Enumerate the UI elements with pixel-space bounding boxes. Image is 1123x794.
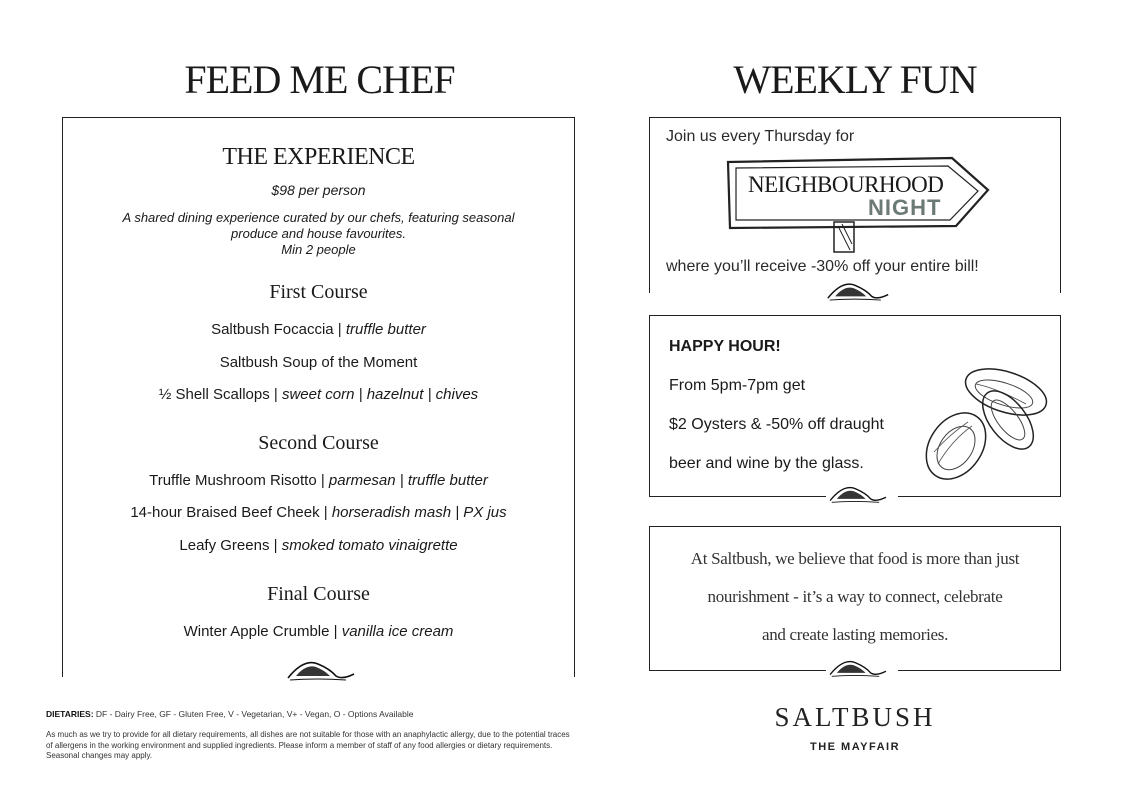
happy-hour-offer: $2 Oysters & -50% off draught [669,416,884,433]
menu-item [63,504,574,521]
description-line: produce and house favourites. [231,226,406,241]
dietaries-line [46,709,576,719]
allergy-notice: As much as we try to provide for all dietary requirements, all dishes are not suitable for those with an anaphylactic allergy, due to the potential traces of allergens in the working environment and supplied ingredients. Please inform a member of staff of any food allergies or dietary requirements. Seasonal changes may apply. [46,730,570,760]
menu-item [63,386,574,403]
item-detail: horseradish mash | PX jus [331,504,507,521]
saltbush-divider-icon [826,278,890,302]
thursday-intro: Join us every Thursday for [666,128,855,145]
offer-text: where you’ll receive -30% off your entire bill! [666,258,979,275]
feed-me-chef-heading: FEED ME CHEF [184,57,455,102]
description [63,210,574,258]
happy-hour-offer-cont: beer and wine by the glass. [669,455,864,472]
menu-panel [62,117,575,677]
signpost-icon [724,154,994,254]
philosophy-line: At Saltbush, we believe that food is more than just [690,549,1020,568]
description-line: Min 2 people [281,242,356,257]
saltbush-divider-icon [828,482,888,504]
experience-title: THE EXPERIENCE [222,144,415,170]
philosophy-panel [649,526,1061,671]
menu-item [63,354,574,371]
neighbourhood-night-panel [649,117,1061,293]
sign-line-night: NIGHT [868,195,942,220]
happy-hour-time: From 5pm-7pm get [669,377,806,394]
menu-item [63,623,574,640]
item-detail: smoked tomato vinaigrette [281,537,458,554]
philosophy-line: and create lasting memories. [761,625,949,644]
second-course-title: Second Course [258,432,379,454]
dietaries-label: DIETARIES: [46,709,94,719]
saltbush-divider-icon [286,656,356,682]
item-name: Winter Apple Crumble | [183,623,342,640]
item-detail: parmesan | truffle butter [328,472,488,489]
item-name: 14-hour Braised Beef Cheek | [130,504,332,521]
happy-hour-title: HAPPY HOUR! [669,338,781,355]
brand-location: THE MAYFAIR [809,741,901,753]
item-detail: truffle butter [345,321,426,338]
dietaries-text: DF - Dairy Free, GF - Gluten Free, V - Vegetarian, V+ - Vegan, O - Options Available [93,709,414,719]
item-name: Saltbush Focaccia | [211,321,346,338]
happy-hour-panel [649,315,1061,497]
item-name: ½ Shell Scallops | [158,386,282,403]
menu-item [63,537,574,554]
menu-item [63,321,574,338]
philosophy-text [650,540,1060,654]
item-name: Saltbush Soup of the Moment [219,354,418,371]
final-course-title: Final Course [267,583,370,605]
item-detail: vanilla ice cream [341,623,454,640]
weekly-fun-heading: WEEKLY FUN [733,57,977,102]
saltbush-divider-icon [828,656,888,678]
menu-item [63,472,574,489]
first-course-title: First Course [269,281,368,303]
philosophy-line: nourishment - it’s a way to connect, celebrate [707,587,1003,606]
oyster-icon [916,364,1052,480]
description-line: A shared dining experience curated by our chefs, featuring seasonal [122,210,515,225]
item-detail: sweet corn | hazelnut | chives [281,386,479,403]
price: $98 per person [271,182,366,198]
sign-line-neighbourhood: NEIGHBOURHOOD [748,172,944,197]
item-name: Truffle Mushroom Risotto | [149,472,329,489]
brand-name: SALTBUSH [774,702,936,732]
item-name: Leafy Greens | [179,537,282,554]
